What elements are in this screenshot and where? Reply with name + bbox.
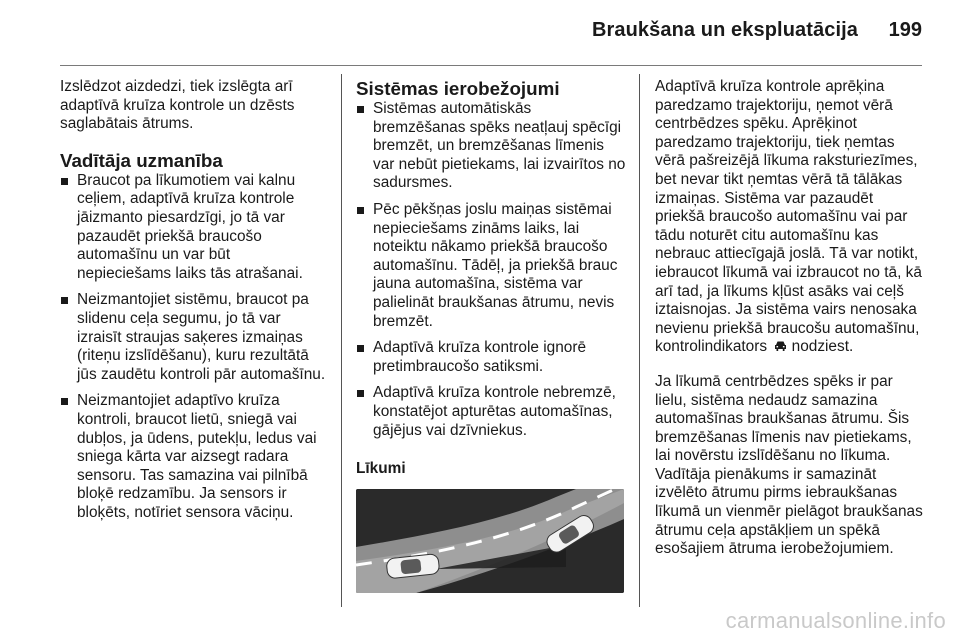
bullet-square-icon xyxy=(61,178,68,185)
column-2 xyxy=(356,78,626,593)
column-1 xyxy=(60,78,328,530)
list-item-text: Neizmantojiet adaptīvo kruīza kontroli, braucot lietū, sniegā vai dubļos, ja ūdens, putekļu, ledus vai sniega kārta var aizsegt radara sensoru. Tas samazina vai pilnībā bloķē redzamību. Ja sensors ir bloķēts, notīriet sensora vāciņu. xyxy=(77,392,317,521)
warning-list xyxy=(60,172,328,523)
list-item-text: Neizmantojiet sistēmu, braucot pa slidenu ceļa segumu, jo tā var izraisīt straujas saķeres izmaiņas (riteņu izslīdēšanu), kuru rezultātā jūs zaudētu kontroli pār automašīnu. xyxy=(77,291,326,383)
list-item xyxy=(356,339,626,376)
list-item-text: Sistēmas automātiskās bremzēšanas spēks neatļauj spēcīgi bremzēt, un bremzēšanas līmenis var nebūt pietiekams, lai izvairītos no sadursmes. xyxy=(373,100,626,192)
curves-subheading: Līkumi xyxy=(356,460,406,478)
column-divider-2 xyxy=(639,74,640,607)
bullet-square-icon xyxy=(357,207,364,214)
page-number: 199 xyxy=(888,19,922,41)
bullet-square-icon xyxy=(61,297,68,304)
column-divider-1 xyxy=(341,74,342,607)
warning-heading: Vadītāja uzmanība xyxy=(60,149,223,171)
watermark: carmanualsonline.info xyxy=(725,608,946,633)
list-item-text: Adaptīvā kruīza kontrole ignorē pretimbraucošo satiksmi. xyxy=(373,339,587,375)
list-item xyxy=(60,392,328,522)
page-header xyxy=(0,0,960,68)
list-item xyxy=(356,100,626,193)
curve-road-illustration xyxy=(356,489,624,593)
curve-paragraph-1-text: Adaptīvā kruīza kontrole aprēķina paredzamo trajektoriju, ņemot vērā centrbēdzes spēku. Aprēķinot paredzamo trajektoriju, tiek ņemtas vērā pašreizējā līkuma raksturiezīmes, bet nevar tikt ņemtas vērā tā tālākas izmaiņas. Sistēma var pazaudēt priekšā braucošo automašīnu vai par tādu noturēt citu automašīnu kas nebrauc attiecīgajā joslā. Tā var notikt, iebraucot līkumā vai izbraucot no tā, kā arī tad, ja līkums kļūst asāks vai ceļš iztaisnojas. Ja sistēma vairs nenosaka nevienu priekšā braucošu automašīnu, kontrolindikators xyxy=(655,78,922,356)
column-3 xyxy=(655,78,927,559)
bullet-square-icon xyxy=(61,398,68,405)
curve-paragraph-1-end: nodziest. xyxy=(791,338,854,356)
list-item xyxy=(60,172,328,284)
intro-paragraph: Izslēdzot aizdedzi, tiek izslēgta arī adaptīvā kruīza kontrole un dzēsts saglabātais ātrums. xyxy=(60,78,295,133)
list-item xyxy=(60,291,328,384)
bullet-square-icon xyxy=(357,345,364,352)
bullet-square-icon xyxy=(357,106,364,113)
bullet-square-icon xyxy=(357,390,364,397)
list-item-text: Pēc pēkšņas joslu maiņas sistēmai nepieciešams zināms laiks, lai noteiktu nākamo priekšā braucošo automašīnu. Tādēļ, ja priekšā brauc jauna automašīna, sistēma var palielināt braukšanas ātrumu, nevis bremzēt. xyxy=(373,200,618,330)
page-title: Braukšana un ekspluatācija xyxy=(591,19,858,41)
header-divider xyxy=(60,65,922,66)
list-item xyxy=(356,384,626,440)
list-item xyxy=(356,201,626,331)
vehicle-ahead-icon xyxy=(774,340,787,352)
limitations-list xyxy=(356,100,626,440)
curve-paragraph-1 xyxy=(655,78,927,357)
limitations-heading: Sistēmas ierobežojumi xyxy=(356,78,560,99)
curve-illustration xyxy=(356,489,624,593)
curve-paragraph-2: Ja līkumā centrbēdzes spēks ir par lielu, sistēma nedaudz samazina automašīnas braukšanas ātrumu. Šis bremzēšanas līmenis nav pietiekams, lai novērstu izslīdēšanu no līkuma. Vadītāja pienākums ir samazināt izvēlēto ātrumu pirms iebraukšanas līkumā un vienmēr pielāgot braukšanas ātrumu ceļa apstākļiem un spēkā esošajiem ātruma ierobežojumiem. xyxy=(655,372,923,558)
list-item-text: Braucot pa līkumotiem vai kalnu ceļiem, adaptīvā kruīza kontrole jāizmanto piesardzīgi, jo tā var pazaudēt priekšā braucošo automašīnu un var būt nepieciešams laiks tās atrašanai. xyxy=(77,171,303,282)
list-item-text: Adaptīvā kruīza kontrole nebremzē, konstatējot apturētas automašīnas, gājējus vai dzīvniekus. xyxy=(373,384,616,439)
